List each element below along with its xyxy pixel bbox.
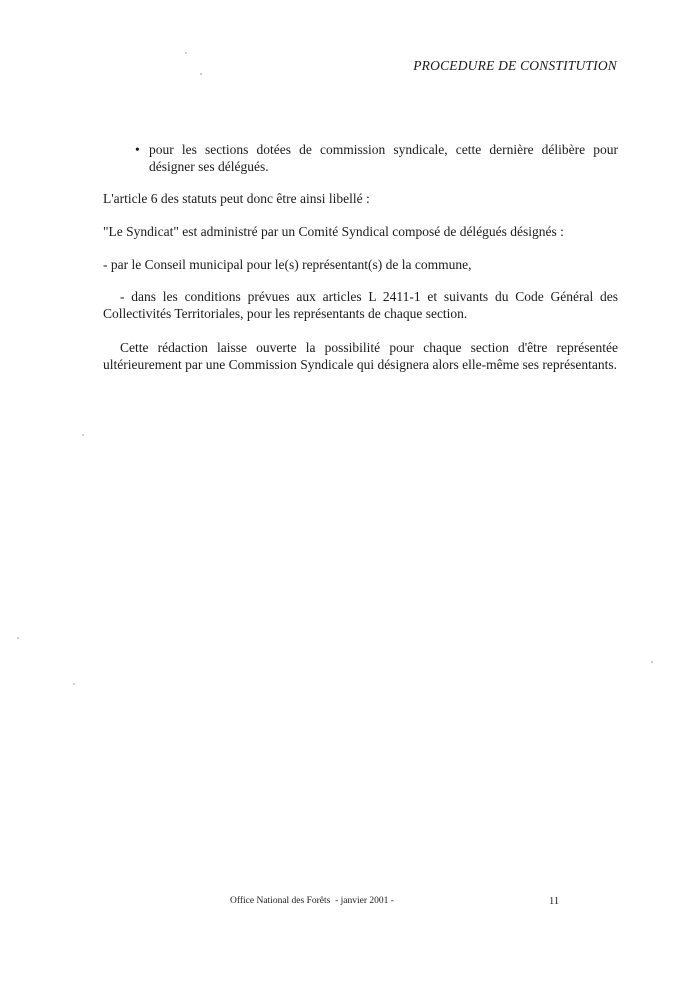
- footer-source: Office National des Forêts - janvier 2001 -: [230, 896, 394, 906]
- scan-speck: [200, 73, 202, 75]
- bullet-icon: •: [135, 142, 140, 157]
- scan-speck: [73, 683, 75, 685]
- bullet-item-text: pour les sections dotées de commission syndicale, cette dernière délibère pour désigner ses délégués.: [149, 142, 618, 174]
- paragraph-conseil: - par le Conseil municipal pour le(s) représentant(s) de la commune,: [103, 257, 472, 272]
- paragraph-conditions: - dans les conditions prévues aux articles L 2411-1 et suivants du Code Général des Collectivités Territoriales, pour les représentants de chaque section.: [103, 289, 618, 321]
- page-header-title: PROCEDURE DE CONSTITUTION: [413, 58, 617, 73]
- paragraph-syndicat: "Le Syndicat" est administré par un Comité Syndical composé de délégués désignés :: [103, 224, 564, 239]
- scan-speck: [185, 52, 187, 54]
- bullet-list-item: [135, 141, 618, 175]
- paragraph-redaction: Cette rédaction laisse ouverte la possibilité pour chaque section d'être représentée ultérieurement par une Commission Syndicale qui désignera alors elle-même ses représentants.: [103, 340, 618, 372]
- scan-speck: [82, 434, 84, 436]
- scan-speck: [17, 637, 19, 639]
- paragraph-article: L'article 6 des statuts peut donc être ainsi libellé :: [103, 191, 370, 206]
- footer-page-number: 11: [549, 896, 560, 907]
- scan-speck: [651, 661, 653, 663]
